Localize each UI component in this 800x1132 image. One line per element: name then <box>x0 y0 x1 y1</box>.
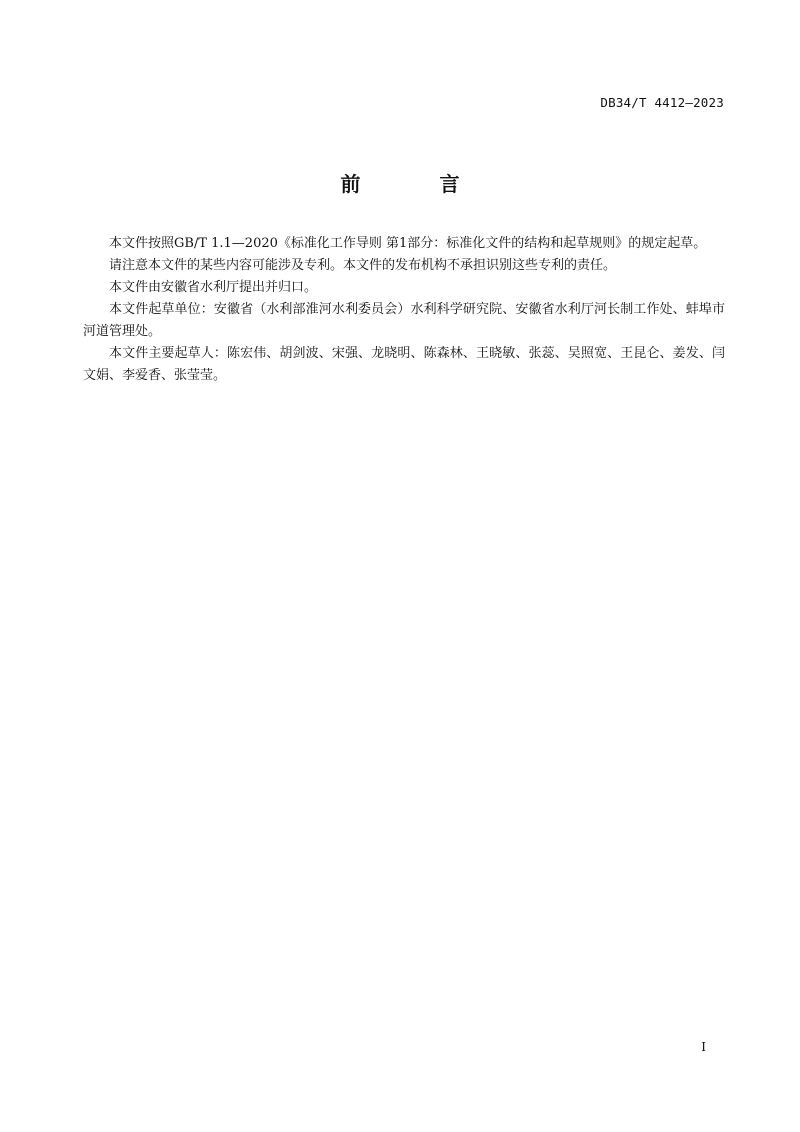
page-title: 前 言 <box>340 172 496 196</box>
paragraph-patent-notice: 请注意本文件的某些内容可能涉及专利。本文件的发布机构不承担识别这些专利的责任。 <box>109 258 617 273</box>
paragraph-proposer: 本文件由安徽省水利厅提出并归口。 <box>109 280 318 295</box>
paragraph-drafting-units: 本文件起草单位：安徽省（水利部淮河水利委员会）水利科学研究院、安徽省水利厅河长制工作处、蚌埠市河道管理处。 <box>83 302 725 339</box>
document-code: DB34/T 4412—2023 <box>600 95 724 110</box>
paragraph-drafting-rules: 本文件按照GB/T 1.1—2020《标准化工作导则 第1部分：标准化文件的结构和起草规则》的规定起草。 <box>109 236 707 251</box>
foreword-body <box>83 233 725 387</box>
page-number: I <box>701 1040 706 1054</box>
paragraph-drafters: 本文件主要起草人：陈宏伟、胡剑波、宋强、龙晓明、陈森林、王晓敏、张蕊、吴照宽、王昆仑、姜发、闫文娟、李爱香、张莹莹。 <box>83 346 725 383</box>
